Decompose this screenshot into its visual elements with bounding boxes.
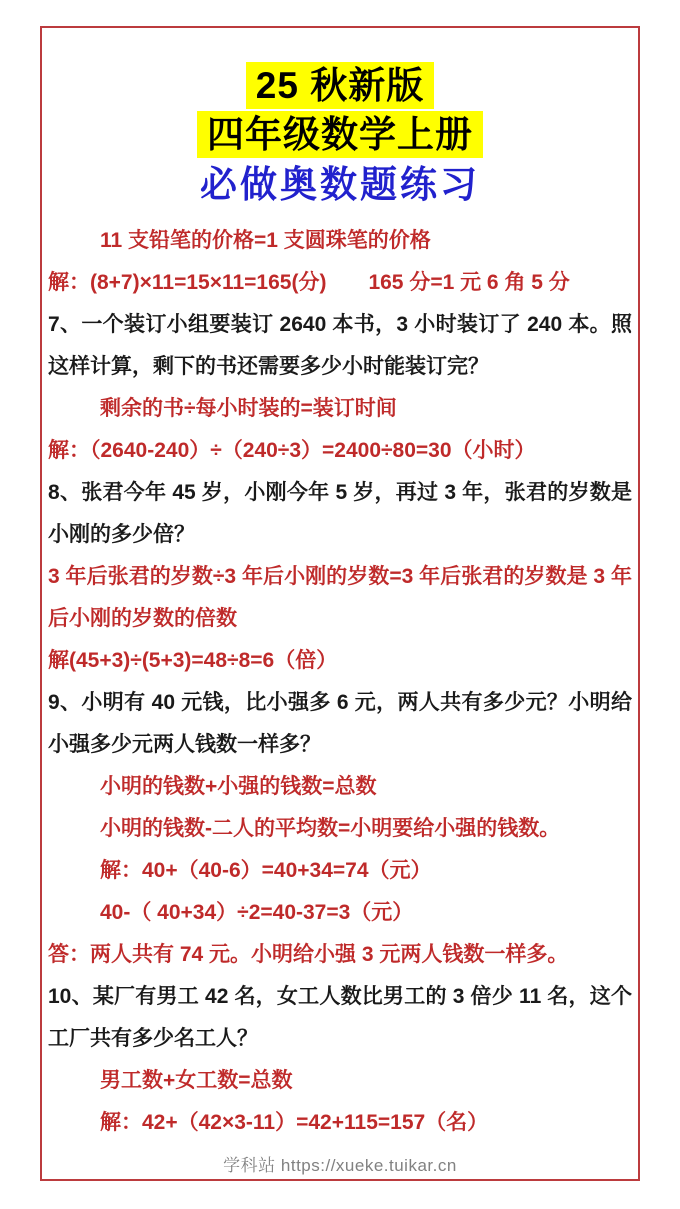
solution-text: 解(45+3)÷(5+3)=48÷8=6（倍） <box>48 649 338 672</box>
title-row-2 <box>42 111 638 158</box>
worksheet-content <box>42 220 638 1144</box>
problem-text: 8、张君今年 45 岁，小刚今年 5 岁，再过 3 年，张君的岁数是小刚的多少倍？ <box>48 481 632 546</box>
problem-text: 10、某厂有男工 42 名，女工人数比男工的 3 倍少 11 名，这个工厂共有多少名工人？ <box>48 985 632 1050</box>
solution-text: 答：两人共有 74 元。小明给小强 3 元两人钱数一样多。 <box>48 943 569 966</box>
solution-text: 解：40+（40-6）=40+34=74（元） <box>100 859 432 882</box>
solution-text: 小明的钱数-二人的平均数=小明要给小强的钱数。 <box>100 817 561 840</box>
solution-text: 3 年后张君的岁数÷3 年后小刚的岁数=3 年后张君的岁数是 3 年后小刚的岁数的倍数 <box>48 565 632 630</box>
solution-text: 小明的钱数+小强的钱数=总数 <box>100 775 377 798</box>
solution-text: 解：42+（42×3-11）=42+115=157（名） <box>100 1111 489 1134</box>
title-line-1: 25 秋新版 <box>246 62 434 109</box>
solution-text: 男工数+女工数=总数 <box>100 1069 293 1092</box>
solution-text: 40-（ 40+34）÷2=40-37=3（元） <box>100 901 414 924</box>
title-line-2: 四年级数学上册 <box>197 111 483 158</box>
worksheet-border-frame <box>40 26 640 1181</box>
solution-text: 剩余的书÷每小时装的=装订时间 <box>100 397 397 420</box>
worksheet-header <box>42 28 638 207</box>
problem-text: 7、一个装订小组要装订 2640 本书，3 小时装订了 240 本。照这样计算，剩下的书还需要多少小时能装订完？ <box>48 313 632 378</box>
title-row-1 <box>42 62 638 109</box>
problem-text: 9、小明有 40 元钱，比小强多 6 元，两人共有多少元？小明给小强多少元两人钱数一样多？ <box>48 691 632 756</box>
footer-watermark: 学科站 https://xueke.tuikar.cn <box>223 1156 457 1175</box>
solution-text: 解：(8+7)×11=15×11=165(分) 165 分=1 元 6 角 5 分 <box>48 271 570 294</box>
solution-text: 11 支铅笔的价格=1 支圆珠笔的价格 <box>100 229 431 252</box>
worksheet-subtitle: 必做奥数题练习 <box>200 164 480 205</box>
solution-text: 解：（2640-240）÷（240÷3）=2400÷80=30（小时） <box>48 439 536 462</box>
